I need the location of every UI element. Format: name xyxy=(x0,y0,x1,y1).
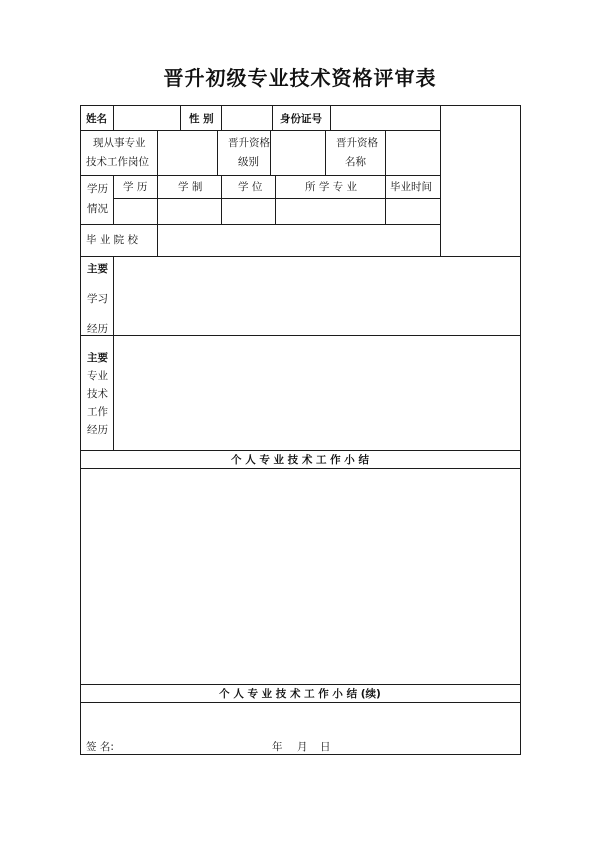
work-experience-field[interactable] xyxy=(114,336,520,450)
graduate-school-field[interactable] xyxy=(158,225,440,256)
summary-continued-field[interactable] xyxy=(81,703,520,737)
academic-degree-field[interactable] xyxy=(222,199,275,224)
major-field[interactable] xyxy=(276,199,385,224)
label-date-day: 日 xyxy=(320,741,331,753)
label-signature: 签 名: xyxy=(86,741,114,753)
column-header-graduation-time: 毕业时间 xyxy=(390,181,432,193)
label-study-line3: 经历 xyxy=(87,323,108,335)
column-header-academic-degree: 学 位 xyxy=(238,181,263,193)
label-work-line5: 经历 xyxy=(87,424,108,436)
signature-field[interactable] xyxy=(125,737,265,753)
label-id-number: 身份证号 xyxy=(280,113,322,125)
photo-area[interactable] xyxy=(441,106,520,256)
label-current-post-line2: 技术工作岗位 xyxy=(86,156,149,168)
label-work-line3: 技术 xyxy=(87,388,108,400)
label-work-line2: 专业 xyxy=(87,370,108,382)
label-name: 姓名 xyxy=(86,113,107,125)
label-gender: 性 别 xyxy=(189,113,214,125)
label-date-year: 年 xyxy=(272,741,283,753)
label-work-line4: 工作 xyxy=(87,406,108,418)
label-education-line2: 情况 xyxy=(87,203,108,215)
label-current-post-line1: 现从事专业 xyxy=(93,137,146,149)
label-promote-name-line2: 名称 xyxy=(345,156,366,168)
page-title: 晋升初级专业技术资格评审表 xyxy=(163,66,437,90)
label-promote-name-line1: 晋升资格 xyxy=(336,137,378,149)
promote-name-field[interactable] xyxy=(386,131,440,175)
summary-heading: 个 人 专 业 技 术 工 作 小 结 xyxy=(231,454,369,466)
label-promote-level-line2: 级别 xyxy=(238,156,259,168)
column-header-study-system: 学 制 xyxy=(178,181,203,193)
name-field[interactable] xyxy=(114,106,180,130)
column-header-major: 所 学 专 业 xyxy=(305,181,358,193)
current-post-field[interactable] xyxy=(158,131,217,175)
gender-field[interactable] xyxy=(222,106,272,130)
column-header-degree: 学 历 xyxy=(123,181,148,193)
summary-field[interactable] xyxy=(81,469,520,684)
label-promote-level-line1: 晋升资格 xyxy=(228,137,270,149)
label-graduate-school: 毕 业 院 校 xyxy=(86,234,139,246)
label-education-line1: 学历 xyxy=(87,183,108,195)
label-study-line2: 学习 xyxy=(87,293,108,305)
study-system-field[interactable] xyxy=(158,199,221,224)
study-experience-field[interactable] xyxy=(114,257,520,335)
label-study-line1: 主要 xyxy=(87,263,108,275)
promote-level-field[interactable] xyxy=(271,131,325,175)
graduation-time-field[interactable] xyxy=(386,199,440,224)
summary-continued-heading: 个 人 专 业 技 术 工 作 小 结 (续) xyxy=(219,688,381,700)
id-number-field[interactable] xyxy=(331,106,440,130)
degree-field[interactable] xyxy=(114,199,157,224)
label-date-month: 月 xyxy=(297,741,308,753)
label-work-line1: 主要 xyxy=(87,352,108,364)
